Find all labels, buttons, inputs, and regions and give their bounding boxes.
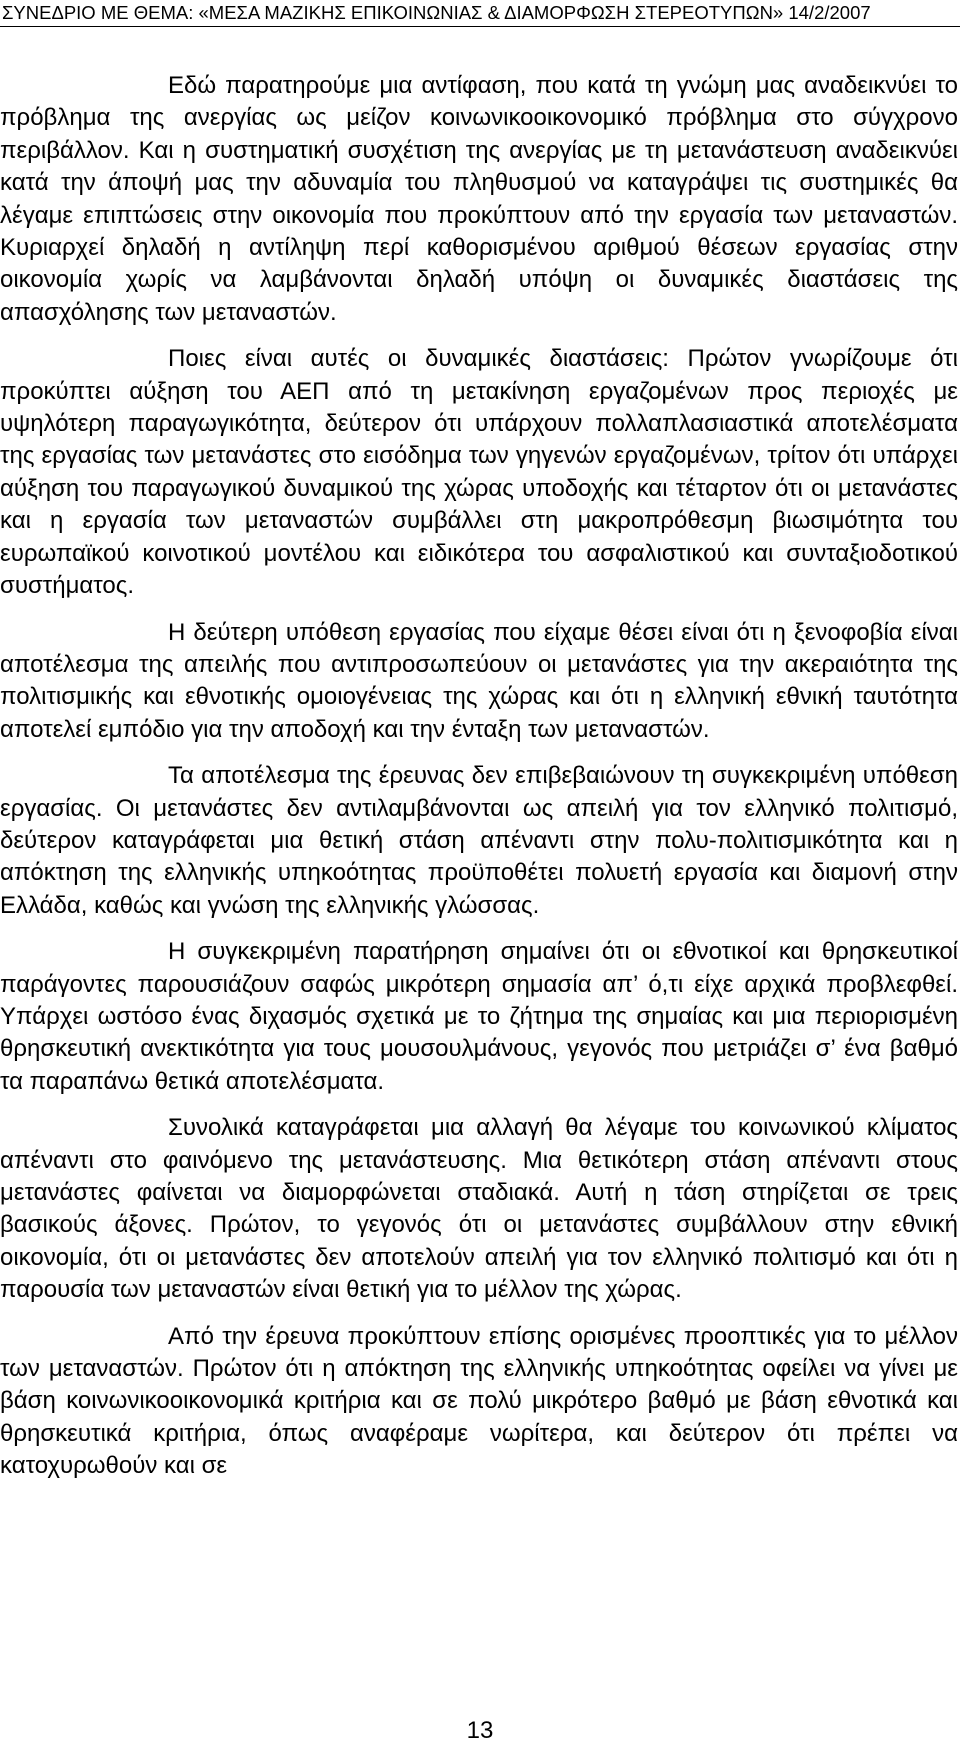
body-text (0, 70, 958, 1483)
running-header: ΣΥΝΕΔΡΙΟ ΜΕ ΘΕΜΑ: «ΜΕΣΑ ΜΑΖΙΚΗΣ ΕΠΙΚΟΙΝΩΝΙΑΣ & ΔΙΑΜΟΡΦΩΣΗ ΣΤΕΡΕΟΤΥΠΩΝ» 14/2/2007 (0, 0, 960, 27)
paragraph-1: Εδώ παρατηρούμε μια αντίφαση, που κατά τη γνώμη μας αναδεικνύει το πρόβλημα της ανεργίας ως μείζον κοινωνικοοικονομικό πρόβλημα στο σύγχρονο περιβάλλον. Και η συστηματική συσχέτιση της ανεργίας με τη μετανάστευση αναδεικνύει κατά την άποψή μας την αδυναμία του πληθυσμού να καταγράψει τις συστημικές θα λέγαμε επιπτώσεις στην οικονομία που προκύπτουν από την εργασία των μεταναστών. Κυριαρχεί δηλαδή η αντίληψη περί καθορισμένου αριθμού θέσεων εργασίας στην οικονομία χωρίς να λαμβάνονται δηλαδή υπόψη οι δυναμικές διαστάσεις της απασχόλησης των μεταναστών. (0, 72, 958, 326)
paragraph-3: Η δεύτερη υπόθεση εργασίας που είχαμε θέσει είναι ότι η ξενοφοβία είναι αποτέλεσμα της απειλής που αντιπροσωπεύουν οι μετανάστες για την ακεραιότητα της πολιτισμικής και εθνοτικής ομοιογένειας της χώρας και ότι η ελληνική εθνική ταυτότητα αποτελεί εμπόδιο για την αποδοχή και την ένταξη των μεταναστών. (0, 618, 958, 743)
paragraph-6: Συνολικά καταγράφεται μια αλλαγή θα λέγαμε του κοινωνικού κλίματος απέναντι στο φαινόμενο της μετανάστευσης. Μια θετικότερη στάση απέναντι στους μετανάστες φαίνεται να διαμορφώνεται σταδιακά. Αυτή η τάση στηρίζεται σε τρεις βασικούς άξονες. Πρώτον, το γεγονός ότι οι μετανάστες συμβάλλουν στην εθνική οικονομία, ότι οι μετανάστες δεν αποτελούν απειλή για τον ελληνικό πολιτισμό και ότι η παρουσία των μεταναστών είναι θετική για το μέλλον της χώρας. (0, 1114, 958, 1304)
page-number: 13 (466, 1717, 494, 1744)
paragraph-2: Ποιες είναι αυτές οι δυναμικές διαστάσεις: Πρώτον γνωρίζουμε ότι προκύπτει αύξηση του ΑΕΠ από τη μετακίνηση εργαζομένων προς περιοχές με υψηλότερη παραγωγικότητα, δεύτερον ότι υπάρχουν πολλαπλασιαστικά αποτελέσματα της εργασίας των μετανάστες στο εισόδημα των γηγενών εργαζομένων, τρίτον ότι υπάρχει αύξηση του παραγωγικού δυναμικού της χώρας υποδοχής και τέταρτον ότι οι μετανάστες και η εργασία των μεταναστών συμβάλλει στη μακροπρόθεσμη βιωσιμότητα του ευρωπαϊκού κοινοτικού μοντέλου και ειδικότερα του ασφαλιστικού και συνταξιοδοτικού συστήματος. (0, 345, 958, 600)
paragraph-4: Τα αποτέλεσμα της έρευνας δεν επιβεβαιώνουν τη συγκεκριμένη υπόθεση εργασίας. Οι μετανάστες δεν αντιλαμβάνονται ως απειλή για τον ελληνικό πολιτισμό, δεύτερον καταγράφεται μια θετική στάση απέναντι στην πολυ-πολιτισμικότητα και η απόκτηση της ελληνικής υπηκοότητας προϋποθέτει πολυετή εργασία και διαμονή στην Ελλάδα, καθώς και γνώση της ελληνικής γλώσσας. (0, 762, 958, 919)
paragraph-5: Η συγκεκριμένη παρατήρηση σημαίνει ότι οι εθνοτικοί και θρησκευτικοί παράγοντες παρουσιάζουν σαφώς μικρότερη σημασία απ’ ό,τι είχε αρχικά προβλεφθεί. Υπάρχει ωστόσο ένας διχασμός σχετικά με το ζήτημα της σημαίας και μια περιορισμένη θρησκευτική ανεκτικότητα για τους μουσουλμάνους, γεγονός που μετριάζει σ’ ένα βαθμό τα παραπάνω θετικά αποτελέσματα. (0, 938, 958, 1095)
paragraph-7: Από την έρευνα προκύπτουν επίσης ορισμένες προοπτικές για το μέλλον των μεταναστών. Πρώτον ότι η απόκτηση της ελληνικής υπηκοότητας οφείλει να γίνει με βάση κοινωνικοοικονομικά κριτήρια και σε πολύ μικρότερο βαθμό με βάση εθνοτικά και θρησκευτικά κριτήρια, όπως αναφέραμε νωρίτερα, και δεύτερον ότι πρέπει να κατοχυρωθούν και σε (0, 1322, 958, 1480)
